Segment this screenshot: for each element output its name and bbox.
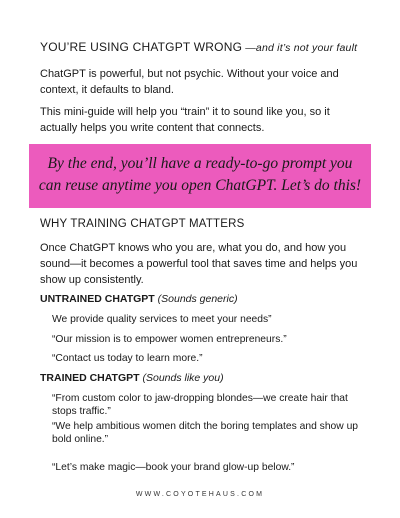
trained-note: (Sounds like you) [139, 372, 224, 384]
trained-quote-2: “We help ambitious women ditch the boring templates and show up bold online.” [52, 421, 359, 445]
intro-paragraph-2: This mini-guide will help you “train” it to sound like you, so it actually helps you write content that connects. [40, 106, 330, 134]
untrained-note: (Sounds generic) [154, 293, 238, 305]
page-title [40, 40, 370, 54]
callout-box [29, 144, 371, 208]
callout-text: By the end, you’ll have a ready-to-go prompt you can reuse anytime you open ChatGPT. Let’s do this! [38, 155, 362, 194]
untrained-quote-2: “Our mission is to empower women entrepreneurs.” [52, 334, 287, 345]
page-title-subtitle: —and it’s not your fault [242, 42, 358, 54]
trained-quote-3: “Let’s make magic—book your brand glow-up below.” [52, 462, 295, 473]
untrained-quote-1: We provide quality services to meet your needs” [52, 314, 272, 325]
section-heading-why: WHY TRAINING CHATGPT MATTERS [40, 218, 245, 230]
trained-label: TRAINED CHATGPT [40, 372, 140, 384]
page-title-main: YOU’RE USING CHATGPT WRONG [40, 40, 243, 54]
intro-paragraph-1: ChatGPT is powerful, but not psychic. Without your voice and context, it defaults to bland. [40, 68, 339, 96]
trained-quote-1: “From custom color to jaw-dropping blondes—we create hair that stops traffic.” [52, 393, 348, 417]
untrained-label: UNTRAINED CHATGPT [40, 293, 155, 305]
footer-website-link[interactable]: WWW.COYOTEHAUS.COM [135, 491, 265, 498]
untrained-heading [40, 293, 238, 305]
untrained-quote-3: “Contact us today to learn more.” [52, 353, 203, 364]
trained-heading [40, 372, 224, 384]
why-paragraph: Once ChatGPT knows who you are, what you do, and how you sound—it becomes a powerful tool that saves time and helps you show up consistently. [40, 242, 358, 286]
